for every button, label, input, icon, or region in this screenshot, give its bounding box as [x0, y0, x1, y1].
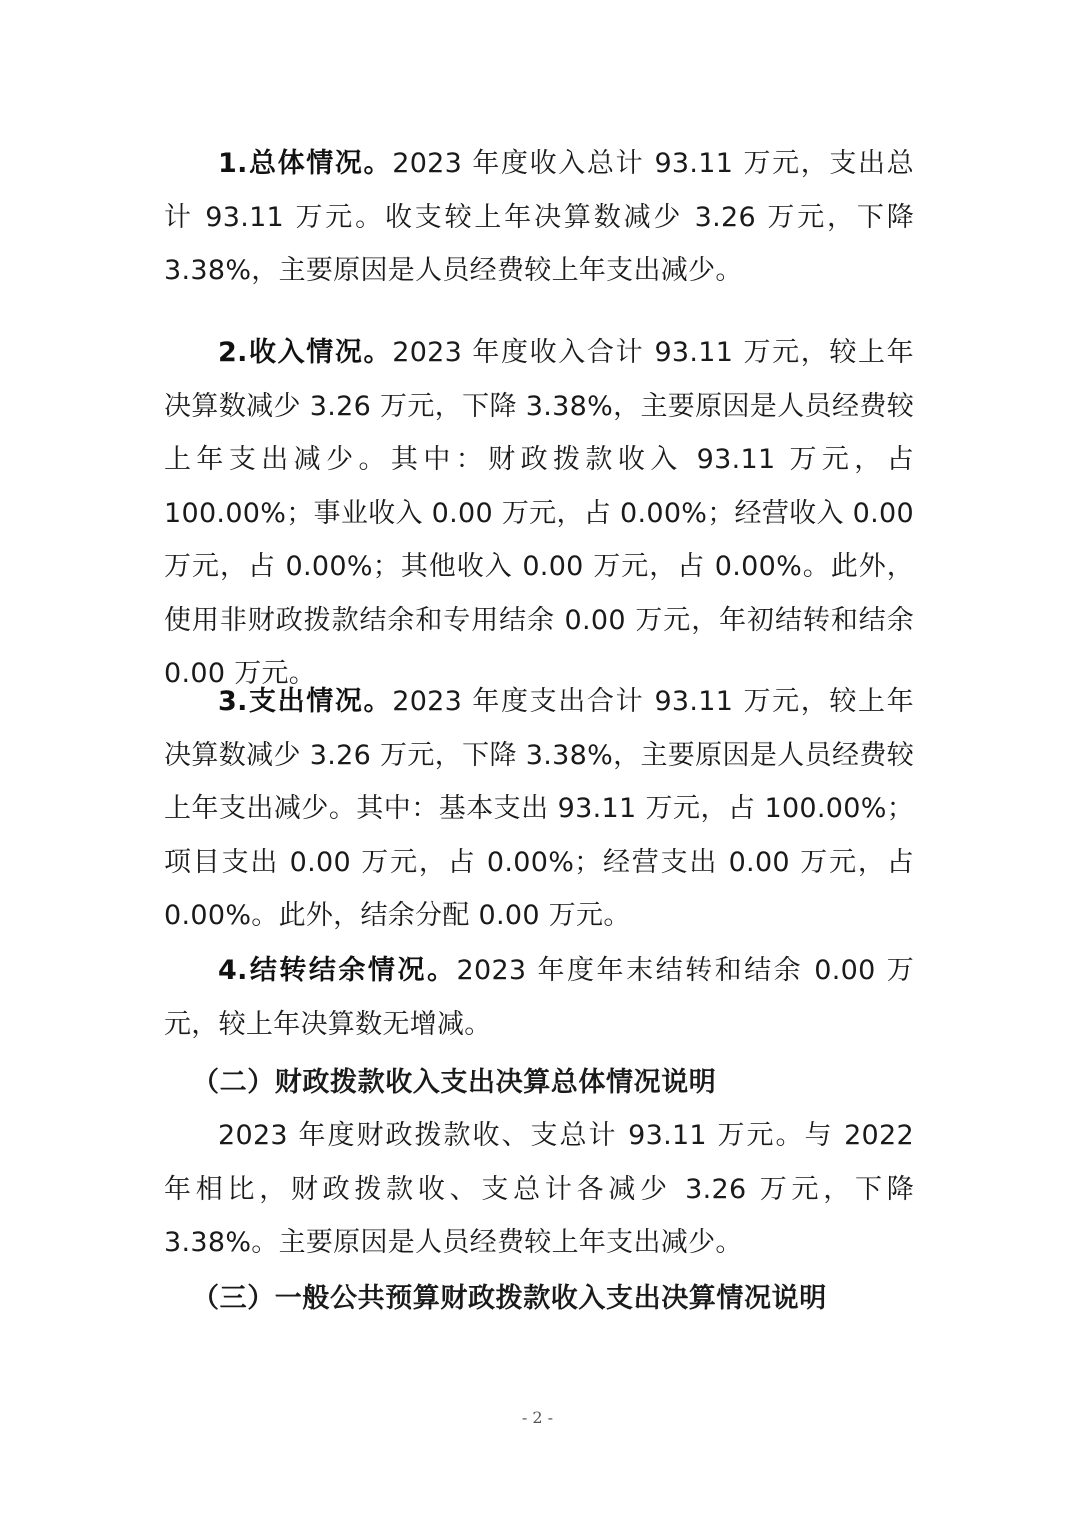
paragraph-expenditure: [164, 675, 914, 943]
paragraph-lead: 3.支出情况。: [218, 686, 393, 717]
paragraph-overall: [164, 137, 914, 298]
paragraph-body: 2023 年度年末结转和结余 0.00 万元，较上年决算数无增减。: [164, 955, 914, 1040]
page-number: - 2 -: [521, 1408, 554, 1427]
paragraph-body: 2023 年度财政拨款收、支总计 93.11 万元。与 2022 年相比，财政拨款收、支总计各减少 3.26 万元，下降 3.38%。主要原因是人员经费较上年支出减少。: [164, 1120, 914, 1258]
section-heading-2: （二）财政拨款收入支出决算总体情况说明: [192, 1067, 717, 1098]
paragraph-income: [164, 326, 914, 701]
section-heading-3: （三）一般公共预算财政拨款收入支出决算情况说明: [192, 1283, 827, 1314]
paragraph-fiscal-summary: [164, 1109, 914, 1270]
paragraph-carryover: [164, 944, 914, 1051]
paragraph-body: 2023 年度收入总计 93.11 万元，支出总计 93.11 万元。收支较上年决算数减少 3.26 万元，下降 3.38%，主要原因是人员经费较上年支出减少。: [164, 148, 914, 286]
paragraph-body: 2023 年度支出合计 93.11 万元，较上年决算数减少 3.26 万元，下降 3.38%，主要原因是人员经费较上年支出减少。其中：基本支出 93.11 万元，占 100.00%；项目支出 0.00 万元，占 0.00%；经营支出 0.00 万元，占 0.00%。此外，结余分配 0.00 万元。: [164, 686, 914, 931]
paragraph-lead: 4.结转结余情况。: [218, 955, 457, 986]
paragraph-lead: 2.收入情况。: [218, 337, 393, 368]
paragraph-lead: 1.总体情况。: [218, 148, 393, 179]
paragraph-body: 2023 年度收入合计 93.11 万元，较上年决算数减少 3.26 万元，下降 3.38%，主要原因是人员经费较上年支出减少。其中：财政拨款收入 93.11 万元，占 100.00%；事业收入 0.00 万元，占 0.00%；经营收入 0.00 万元，占 0.00%；其他收入 0.00 万元，占 0.00%。此外，使用非财政拨款结余和专用结余 0.00 万元，年初结转和结余 0.00 万元。: [164, 337, 914, 689]
